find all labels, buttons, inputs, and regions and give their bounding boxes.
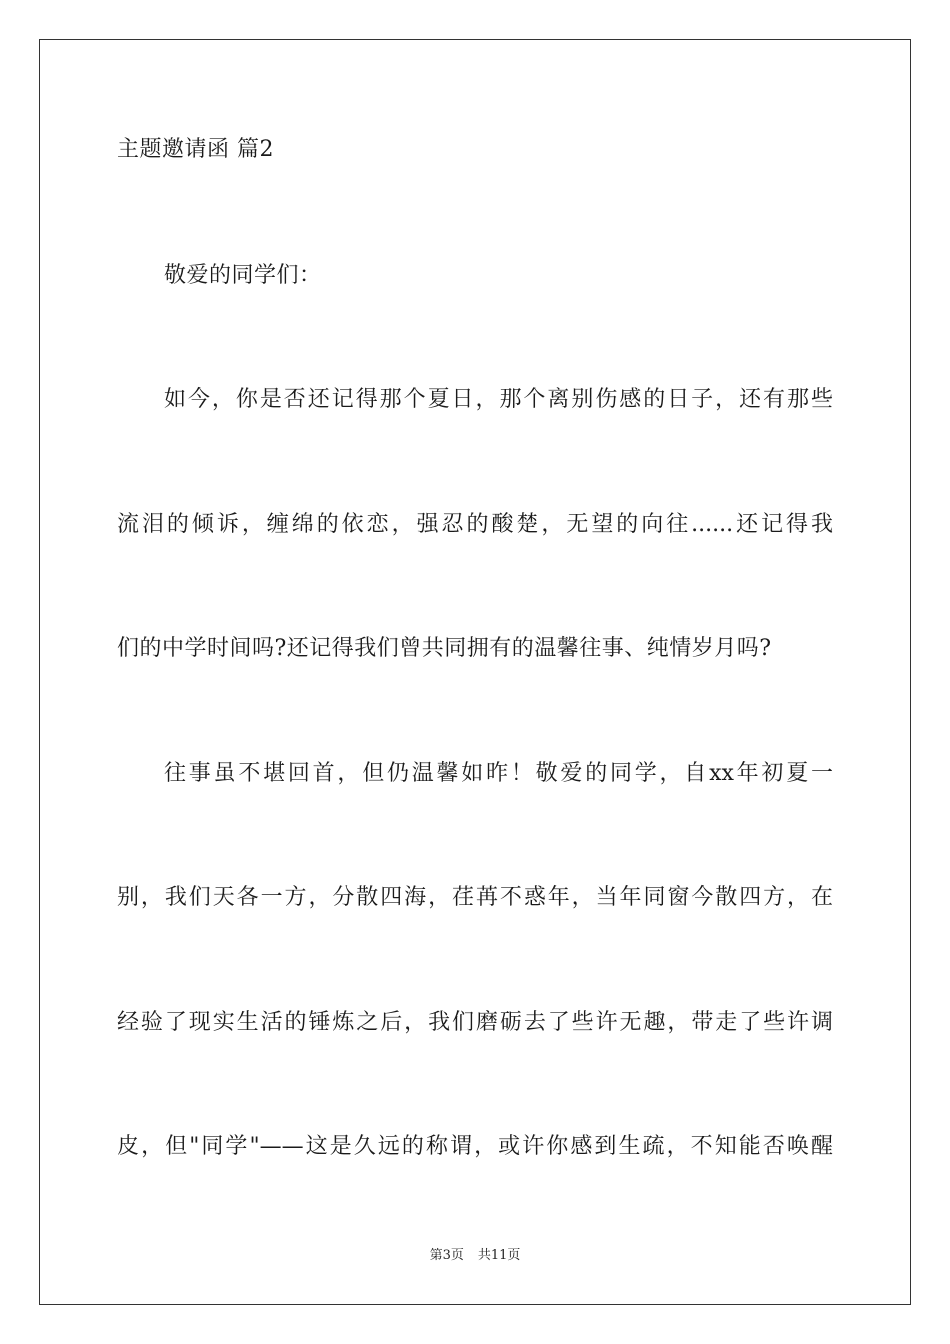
paragraph-line: 流泪的倾诉，缠绵的依恋，强忍的酸楚，无望的向往......还记得我 bbox=[117, 512, 833, 537]
paragraph-line: 如今，你是否还记得那个夏日，那个离别伤感的日子，还有那些 bbox=[164, 387, 833, 412]
page-number: 第3页 bbox=[429, 1248, 464, 1263]
paragraph-line: 经验了现实生活的锤炼之后，我们磨砺去了些许无趣，带走了些许调 bbox=[117, 1010, 833, 1035]
page-total: 共11页 bbox=[477, 1248, 521, 1263]
paragraph-line: 别，我们天各一方，分散四海，荏苒不惑年，当年同窗今散四方，在 bbox=[117, 885, 833, 910]
paragraph-line: 们的中学时间吗?还记得我们曾共同拥有的温馨往事、纯情岁月吗? bbox=[117, 636, 772, 661]
document-title: 主题邀请函 篇2 bbox=[117, 137, 274, 162]
page-border bbox=[39, 39, 911, 1305]
paragraph-line: 皮，但"同学"——这是久远的称谓，或许你感到生疏，不知能否唤醒 bbox=[117, 1134, 833, 1159]
paragraph-line: 往事虽不堪回首，但仍温馨如昨！敬爱的同学，自xx年初夏一 bbox=[164, 761, 833, 786]
salutation: 敬爱的同学们： bbox=[164, 263, 322, 288]
page-footer bbox=[0, 1247, 950, 1265]
